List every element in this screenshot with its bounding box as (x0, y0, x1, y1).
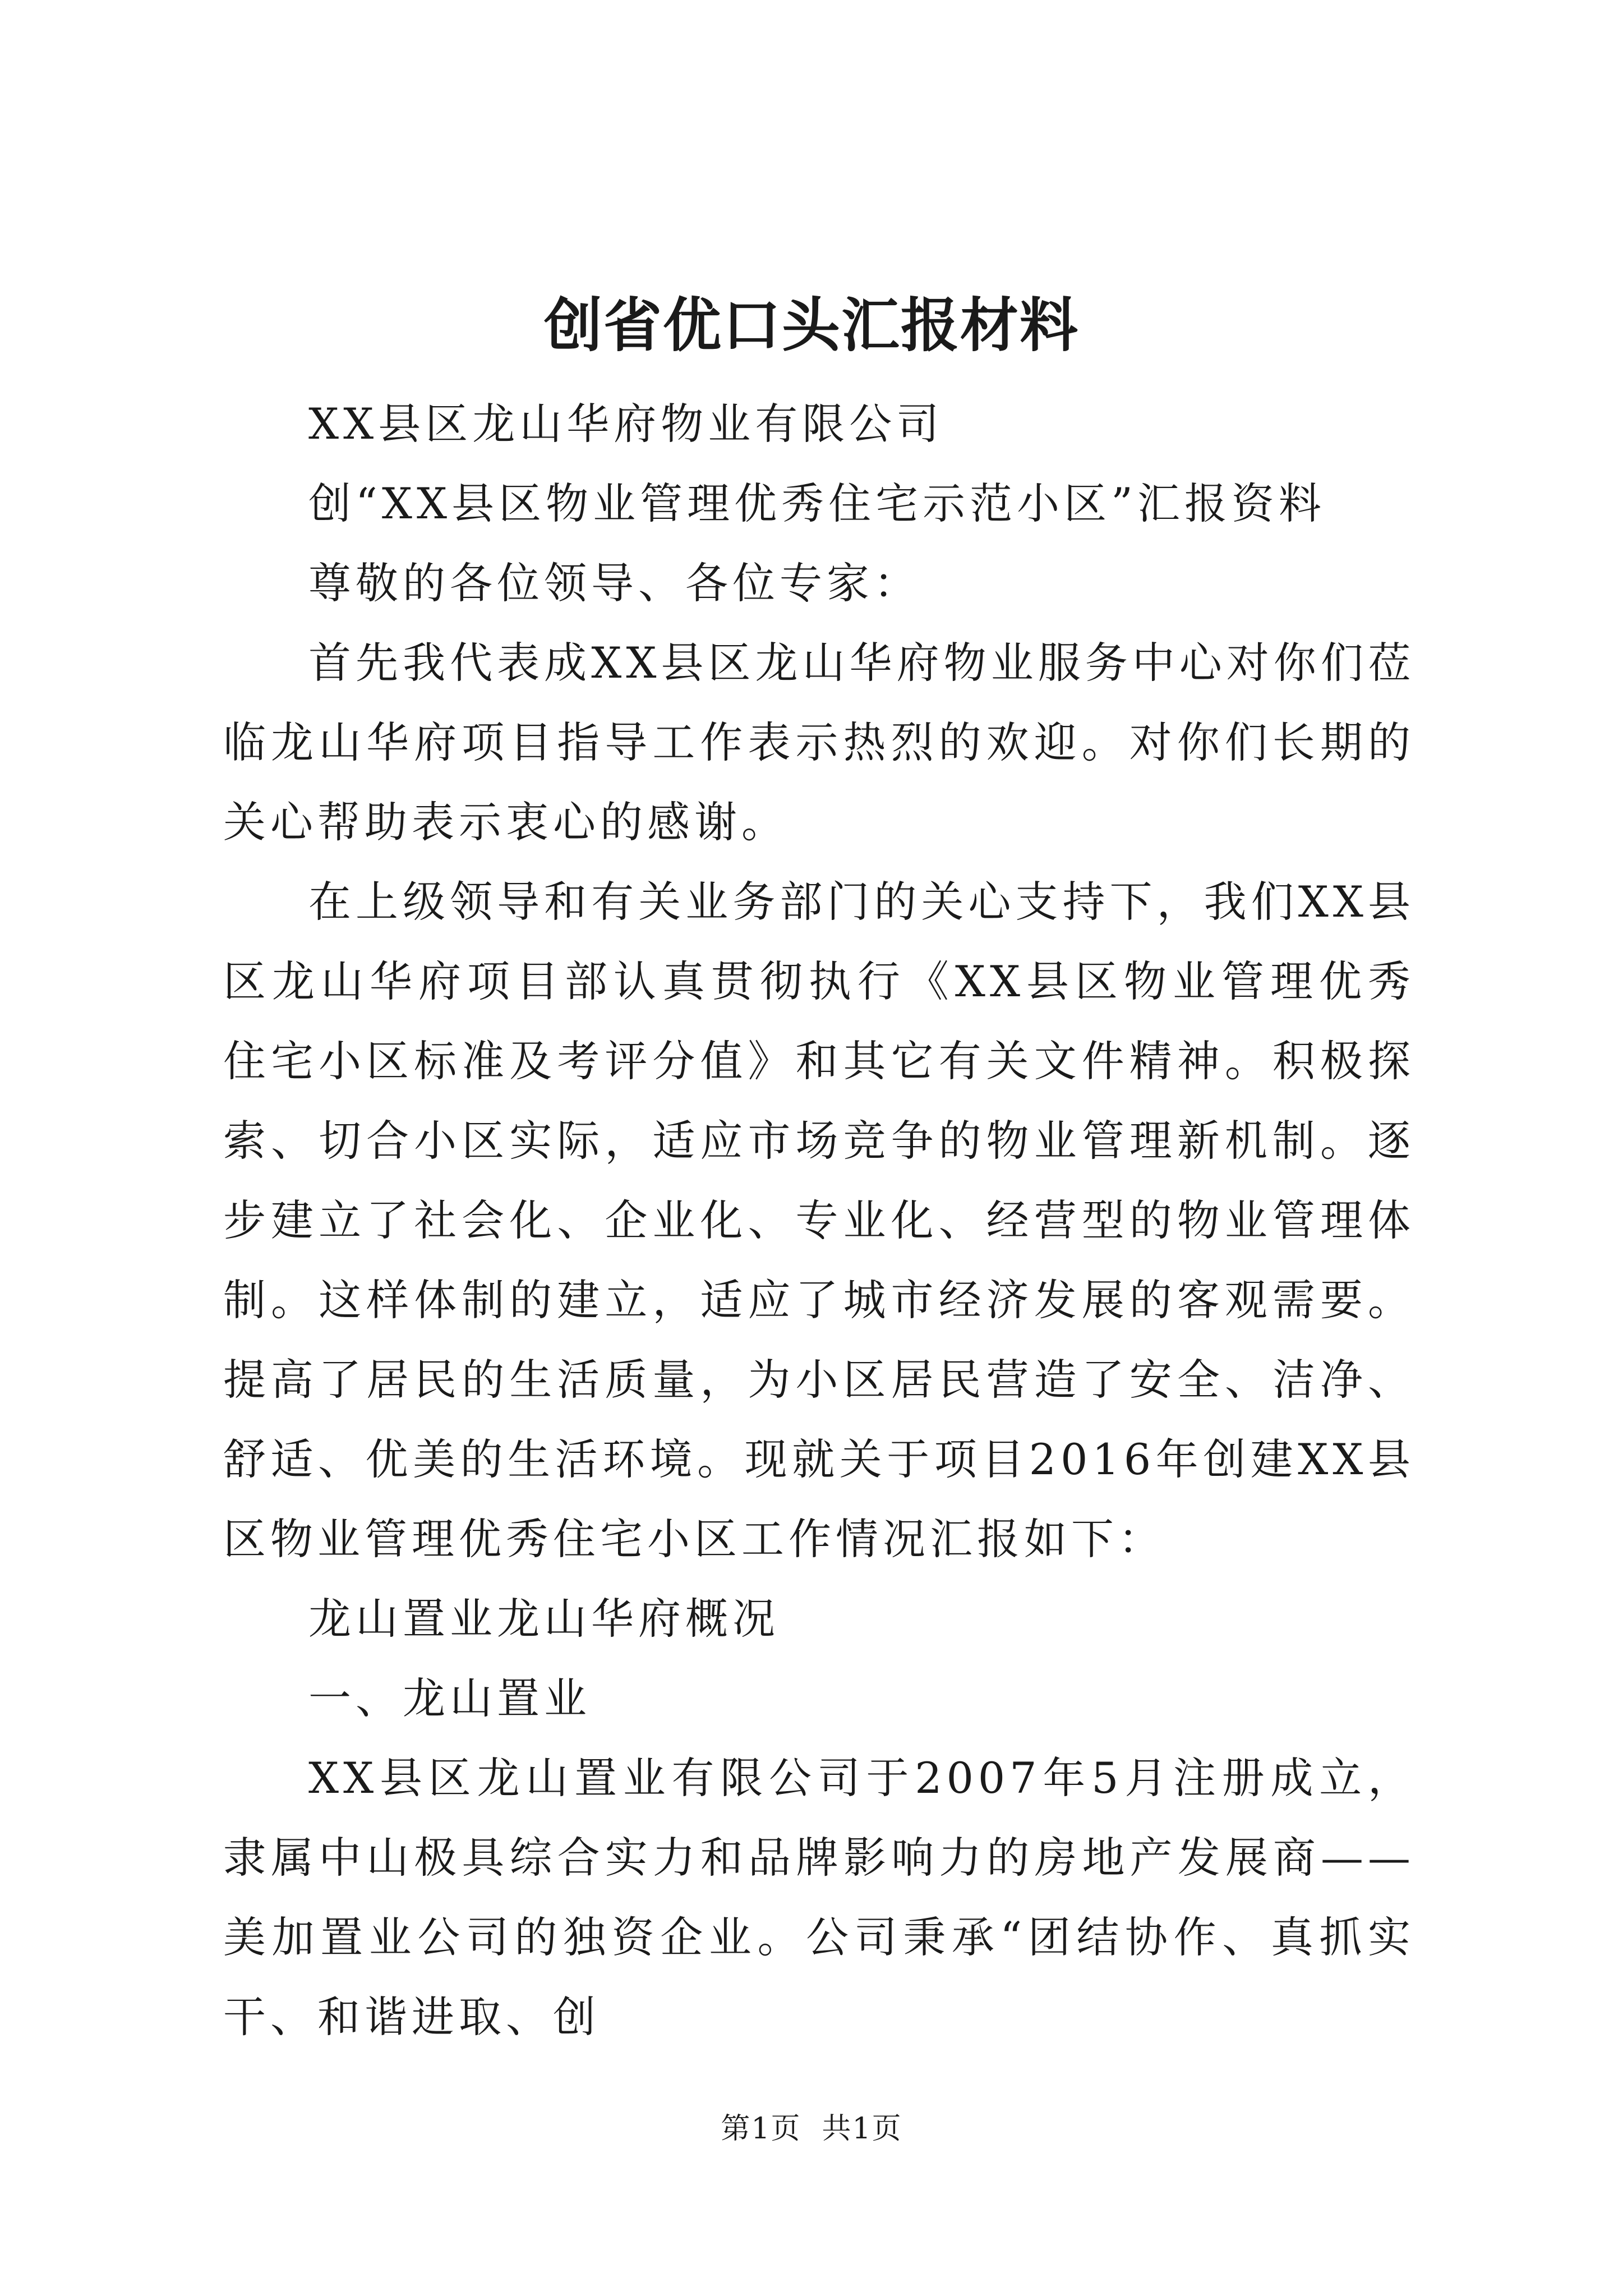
paragraph-company-name: XX县区龙山华府物业有限公司 (308, 399, 944, 449)
document-title: 创省优口头汇报材料 (543, 291, 1079, 360)
document-body (223, 384, 1415, 2057)
paragraph-company-history: XX县区龙山置业有限公司于2007年5月注册成立，隶属中山极具综合实力和品牌影响力的房地产发展商——美加置业公司的独资企业。公司秉承“团结协作、真抓实干、和谐进取、创 (223, 1753, 1415, 2042)
paragraph-salutation: 尊敬的各位领导、各位专家： (308, 558, 921, 608)
paragraph-welcome: 首先我代表成XX县区龙山华府物业服务中心对你们莅临龙山华府项目指导工作表示热烈的欢迎。对你们长期的关心帮助表示衷心的感谢。 (223, 638, 1415, 847)
paragraph-report-heading: 创“XX县区物业管理优秀住宅示范小区”汇报资料 (308, 478, 1326, 528)
page-footer: 第1页 共1页 (721, 2112, 902, 2146)
paragraph-section-overview: 龙山置业龙山华府概况 (308, 1594, 780, 1644)
paragraph-introduction: 在上级领导和有关业务部门的关心支持下，我们XX县区龙山华府项目部认真贯彻执行《XX县区物业管理优秀住宅小区标准及考评分值》和其它有关文件精神。积极探索、切合小区实际，适应市场竞争的物业管理新机制。逐步建立了社会化、企业化、专业化、经营型的物业管理体制。这样体制的建立，适应了城市经济发展的客观需要。提高了居民的生活质量，为小区居民营造了安全、洁净、舒适、优美的生活环境。现就关于项目2016年创建XX县区物业管理优秀住宅小区工作情况汇报如下： (223, 877, 1415, 1564)
paragraph-section-one-heading: 一、龙山置业 (308, 1673, 591, 1723)
